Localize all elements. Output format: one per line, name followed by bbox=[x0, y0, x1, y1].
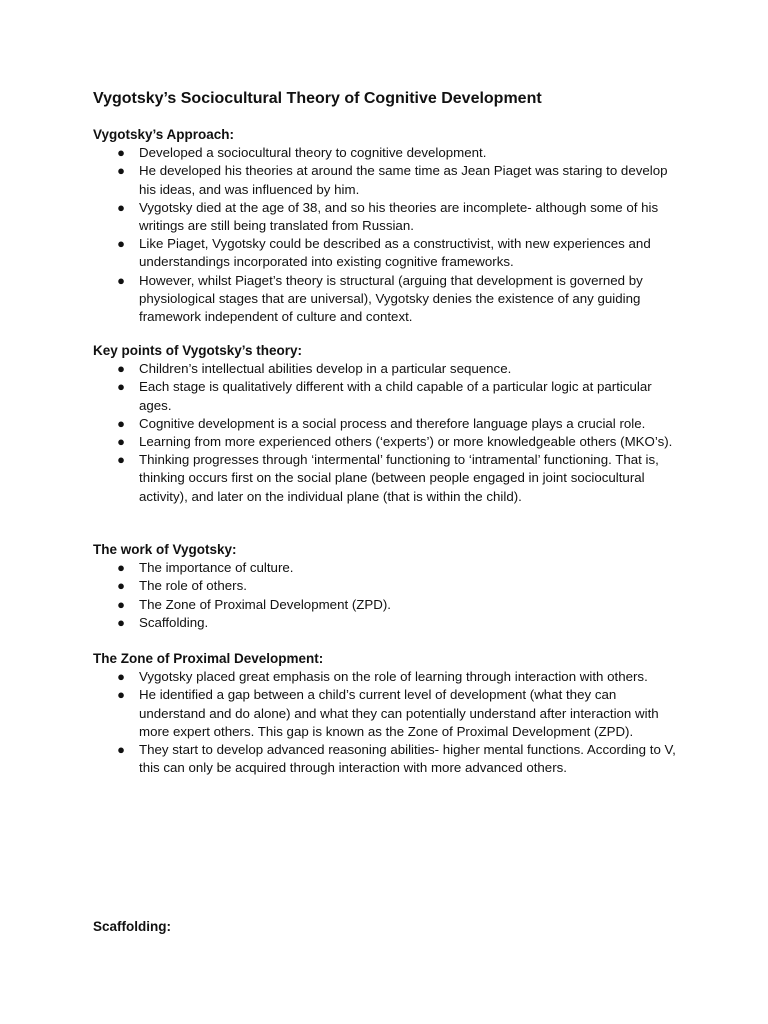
bullet-icon: ● bbox=[117, 415, 125, 431]
bullet-list bbox=[93, 559, 683, 632]
list-item bbox=[93, 144, 683, 162]
list-item bbox=[93, 162, 683, 198]
bullet-list bbox=[93, 360, 683, 506]
list-item bbox=[93, 272, 683, 327]
list-item-text: Learning from more experienced others (‘experts’) or more knowledgeable others (MKO’s). bbox=[139, 434, 673, 450]
bullet-icon: ● bbox=[117, 236, 125, 252]
list-item-text: He developed his theories at around the same time as Jean Piaget was staring to develop his ideas, and was influenced by him. bbox=[139, 163, 668, 197]
bullet-icon: ● bbox=[117, 379, 125, 395]
list-item-text: However, whilst Piaget’s theory is structural (arguing that development is governed by physiological stages that are universal), Vygotsky denies the existence of any guiding framework independent of culture and context. bbox=[139, 272, 643, 325]
bullet-icon: ● bbox=[117, 145, 125, 161]
list-item bbox=[93, 451, 683, 506]
list-item-text: They start to develop advanced reasoning abilities- higher mental functions. According to V, this can only be acquired through interaction with more advanced others. bbox=[139, 742, 676, 776]
list-item-text: Cognitive development is a social process and therefore language plays a crucial role. bbox=[139, 415, 646, 431]
list-item-text: Developed a sociocultural theory to cognitive development. bbox=[139, 145, 487, 161]
section-heading: The Zone of Proximal Development: bbox=[93, 651, 324, 666]
section-heading: Vygotsky’s Approach: bbox=[93, 127, 235, 142]
list-item-text: The role of others. bbox=[139, 578, 247, 594]
list-item bbox=[93, 614, 683, 632]
list-item-text: Children’s intellectual abilities develop in a particular sequence. bbox=[139, 361, 512, 377]
section-approach bbox=[93, 126, 683, 326]
list-item-text: The Zone of Proximal Development (ZPD). bbox=[139, 596, 391, 612]
section-key-points bbox=[93, 342, 683, 506]
section-heading: Scaffolding: bbox=[93, 919, 171, 934]
bullet-icon: ● bbox=[117, 199, 125, 215]
bullet-icon: ● bbox=[117, 560, 125, 576]
bullet-list bbox=[93, 144, 683, 326]
bullet-icon: ● bbox=[117, 163, 125, 179]
list-item-text: The importance of culture. bbox=[139, 560, 294, 576]
bullet-icon: ● bbox=[117, 452, 125, 468]
list-item bbox=[93, 415, 683, 433]
bullet-icon: ● bbox=[117, 578, 125, 594]
list-item bbox=[93, 433, 683, 451]
list-item bbox=[93, 668, 683, 686]
bullet-icon: ● bbox=[117, 434, 125, 450]
document-title: Vygotsky’s Sociocultural Theory of Cognitive Development bbox=[93, 90, 542, 107]
list-item-text: Thinking progresses through ‘intermental’ functioning to ‘intramental’ functioning. That is, thinking occurs first on the social plane (between people engaged in joint sociocultural activity), and later on the individual plane (that is within the child). bbox=[139, 452, 659, 504]
bullet-icon: ● bbox=[117, 272, 125, 288]
list-item-text: Like Piaget, Vygotsky could be described as a constructivist, with new experiences and understandings incorporated into existing cognitive frameworks. bbox=[139, 236, 651, 270]
bullet-icon: ● bbox=[117, 669, 125, 685]
list-item bbox=[93, 378, 683, 414]
section-heading: Key points of Vygotsky’s theory: bbox=[93, 343, 303, 358]
section-zone-of-proximal-development bbox=[93, 650, 683, 777]
section-scaffolding bbox=[93, 918, 683, 936]
list-item bbox=[93, 577, 683, 595]
list-item bbox=[93, 686, 683, 741]
list-item-text: Vygotsky died at the age of 38, and so his theories are incomplete- although some of his writings are still being translated from Russian. bbox=[139, 199, 659, 234]
list-item bbox=[93, 235, 683, 271]
bullet-icon: ● bbox=[117, 742, 125, 758]
section-heading: The work of Vygotsky: bbox=[93, 542, 237, 557]
bullet-icon: ● bbox=[117, 361, 125, 377]
bullet-icon: ● bbox=[117, 687, 125, 703]
list-item bbox=[93, 360, 683, 378]
bullet-icon: ● bbox=[117, 596, 125, 612]
list-item bbox=[93, 741, 683, 777]
list-item-text: He identified a gap between a child’s current level of development (what they can understand and do alone) and what they can potentially understand after interaction with more expert others. This gap is known as the Zone of Proximal Development (ZPD). bbox=[139, 687, 659, 739]
list-item-text: Vygotsky placed great emphasis on the role of learning through interaction with others. bbox=[139, 669, 648, 685]
list-item bbox=[93, 559, 683, 577]
list-item-text: Scaffolding. bbox=[139, 614, 209, 630]
list-item-text: Each stage is qualitatively different with a child capable of a particular logic at particular ages. bbox=[139, 379, 652, 413]
bullet-icon: ● bbox=[117, 614, 125, 630]
section-work-of-vygotsky bbox=[93, 541, 683, 632]
list-item bbox=[93, 596, 683, 614]
list-item bbox=[93, 199, 683, 235]
bullet-list bbox=[93, 668, 683, 777]
